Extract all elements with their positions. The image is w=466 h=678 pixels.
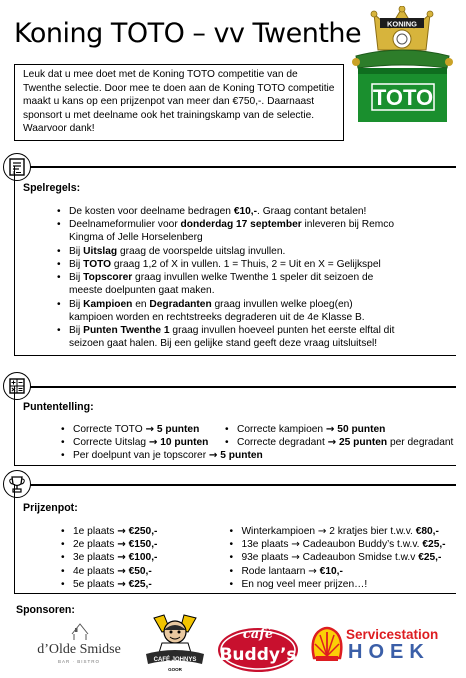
- list-item: • Correcte TOTO → 5 punten: [61, 423, 229, 436]
- list-item: • 1e plaats → €250,-: [61, 525, 219, 538]
- puntentelling-section: [14, 386, 456, 466]
- prijzenpot-section: [14, 484, 456, 594]
- johnys-sub: GOOR: [168, 667, 182, 672]
- list-item: • Bij Kampioen en Degradanten graag invullen welke ploeg(en) kampioen worden en rechtstreeks degraderen uit de 4e Klasse B.: [57, 298, 395, 325]
- list-item: • 4e plaats → €50,-: [61, 565, 219, 578]
- toto-box-text: TOTO: [372, 85, 434, 110]
- list-item: • Rode lantaarn → €10,-: [229, 565, 452, 578]
- crown-icon: [371, 6, 433, 50]
- olde-smidse-name: d’Olde Smidse: [37, 642, 121, 657]
- servicestation-hoek-logo: [310, 622, 460, 666]
- prijzenpot-heading: Prijzenpot:: [23, 502, 78, 514]
- buddys-top: café: [242, 627, 274, 642]
- list-item: • Bij Punten Twenthe 1 graag invullen hoeveel punten het eerste elftal dit seizoen gaat halen. Bij een gelijke stand geeft deze vraag uitsluitsel!: [57, 324, 395, 351]
- list-item: • Bij TOTO graag 1,2 of X in vullen. 1 = Thuis, 2 = Uit en X = Gelijkspel: [57, 258, 395, 271]
- list-item: • Per doelpunt van je topscorer → 5 punten: [61, 449, 229, 462]
- house-icon: [72, 624, 88, 640]
- hoek-top: Servicestation: [346, 627, 439, 642]
- olde-smidse-sub: BAR · BISTRO: [57, 659, 101, 664]
- list-item: • 2e plaats → €150,-: [61, 538, 219, 551]
- list-item: • Correcte Uitslag → 10 punten: [61, 436, 229, 449]
- list-item: • De kosten voor deelname bedragen €10,-. Graag contant betalen!: [57, 205, 395, 218]
- list-item: • Bij Uitslag graag de voorspelde uitslag invullen.: [57, 245, 395, 258]
- crown-text: KONING: [387, 19, 417, 29]
- hoek-name: HOEK: [348, 641, 430, 663]
- shell-icon: [313, 628, 342, 661]
- spelregels-list: [57, 205, 395, 351]
- johnys-name: CAFÉ JOHNYS: [153, 657, 197, 663]
- intro-text: Leuk dat u mee doet met de Koning TOTO competitie van de Twenthe selectie. Door mee te doen aan de Koning TOTO competitie maakt u kans op een prijzenpot van meer dan €750,-. Daarnaast sponsort u met deelname ook het trainingskamp van de selectie. Waarvoor dank!: [14, 64, 344, 141]
- list-item: • Correcte degradant → 25 punten per degradant: [225, 436, 453, 449]
- list-item: • 5e plaats → €25,-: [61, 578, 219, 591]
- spelregels-section: [14, 166, 456, 356]
- sponsors-heading: Sponsoren:: [16, 604, 75, 616]
- spelregels-heading: Spelregels:: [23, 182, 81, 194]
- buddys-name: Buddy’s: [219, 645, 297, 665]
- list-item: • Bij Topscorer graag invullen welke Twenthe 1 speler dit seizoen de meeste doelpunten gaat maken.: [57, 271, 395, 298]
- list-item: • 93e plaats → Cadeaubon Smidse t.w.v €25,-: [229, 551, 452, 564]
- list-item: • Correcte kampioen → 50 punten: [225, 423, 453, 436]
- svg-text:x: x: [12, 170, 16, 176]
- olde-smidse-logo: [20, 618, 138, 674]
- cushion-icon: [352, 50, 453, 68]
- cafe-buddys-logo: [216, 616, 300, 674]
- cafe-johnys-logo: [140, 612, 210, 676]
- prijzenpot-right-list: [229, 525, 452, 591]
- list-item: • Deelnameformulier voor donderdag 17 september inleveren bij Remco Kingma of Jelle Horselenberg: [57, 218, 395, 245]
- puntentelling-heading: Puntentelling:: [23, 401, 94, 413]
- koning-toto-logo: [350, 6, 455, 124]
- page-title: Koning TOTO – vv Twenthe: [14, 18, 362, 49]
- list-item: • 3e plaats → €100,-: [61, 551, 219, 564]
- prijzenpot-left-list: [61, 525, 219, 591]
- puntentelling-left-list: [61, 423, 263, 463]
- list-item: • En nog veel meer prijzen…!: [229, 578, 452, 591]
- list-item: • 13e plaats → Cadeaubon Buddy’s t.w.v. €25,-: [229, 538, 452, 551]
- list-item: • Winterkampioen → 2 kratjes bier t.w.v. €80,-: [229, 525, 452, 538]
